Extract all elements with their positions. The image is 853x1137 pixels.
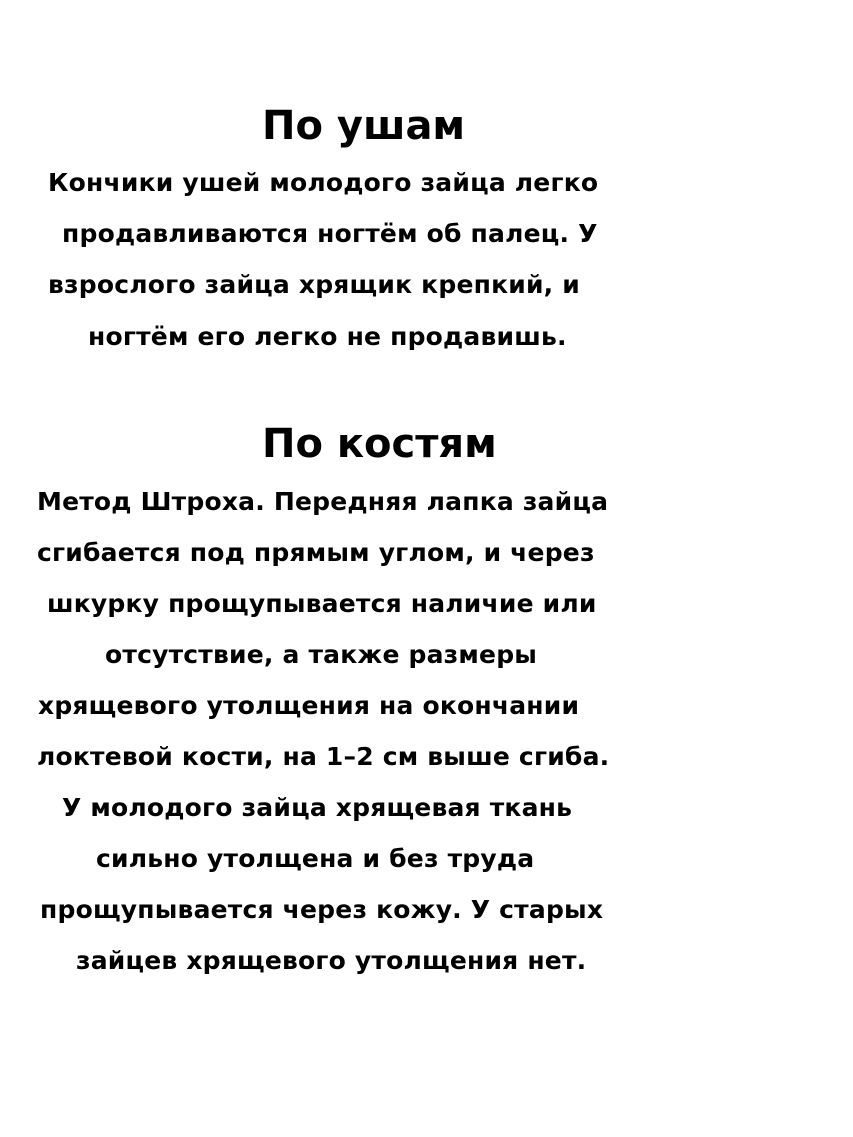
paragraph-line: локтевой кости, на 1–2 см выше сгиба. [37, 742, 610, 771]
paragraph-line: Метод Штроха. Передняя лапка зайца [37, 487, 609, 516]
paragraph-line: сильно утолщена и без труда [96, 844, 535, 873]
paragraph-line: прощупывается через кожу. У старых [40, 895, 604, 924]
paragraph-line: У молодого зайца хрящевая ткань [62, 793, 573, 822]
paragraph-line: взрослого зайца хрящик крепкий, и [48, 270, 580, 299]
paragraph-line: отсутствие, а также размеры [105, 640, 538, 669]
section-heading-bones: По костям [262, 421, 497, 467]
paragraph-line: зайцев хрящевого утолщения нет. [76, 946, 587, 975]
paragraph-line: шкурку прощупывается наличие или [47, 589, 597, 618]
paragraph-line: Кончики ушей молодого зайца легко [48, 168, 599, 197]
paragraph-line: сгибается под прямым углом, и через [37, 538, 595, 567]
paragraph-line: хрящевого утолщения на окончании [38, 691, 580, 720]
paragraph-line: ногтём его легко не продавишь. [88, 322, 567, 351]
section-heading-ears: По ушам [262, 103, 466, 149]
paragraph-line: продавливаются ногтём об палец. У [62, 219, 598, 248]
